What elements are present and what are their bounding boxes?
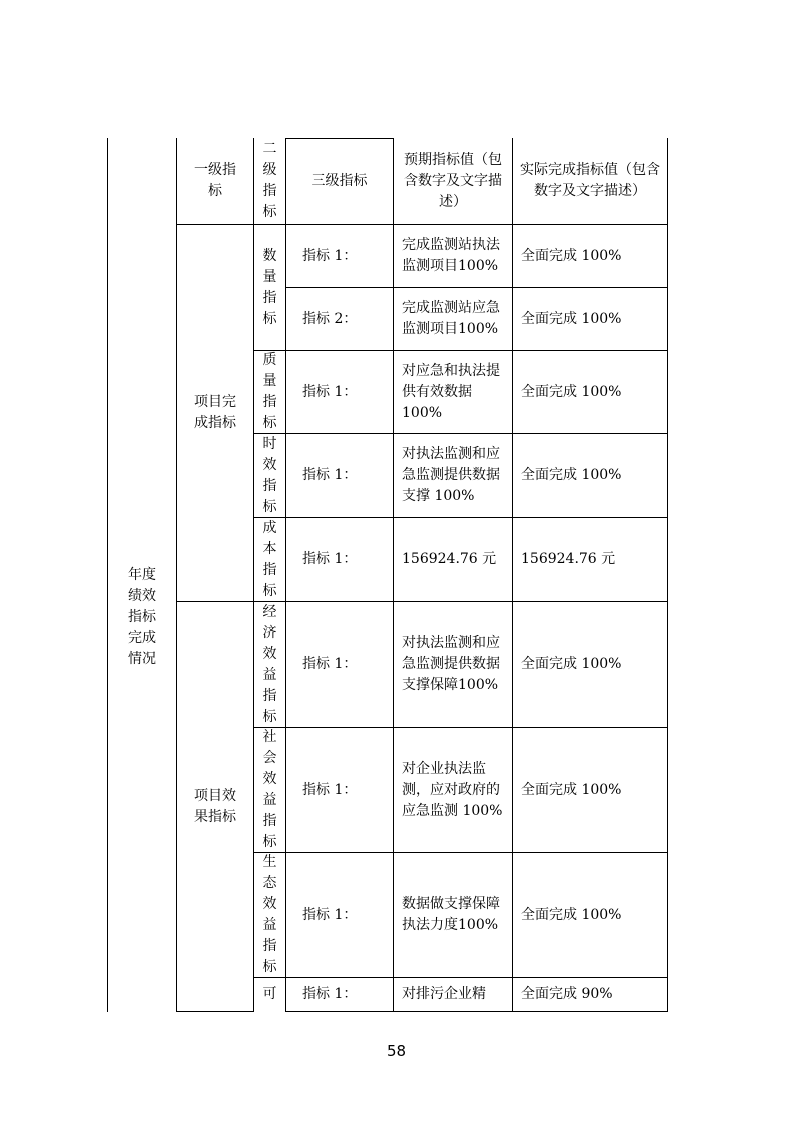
actual-cell bbox=[513, 853, 667, 977]
subgroup-label: 质量指标 bbox=[262, 352, 277, 431]
indicator-cell bbox=[286, 288, 393, 350]
indicator-label: 指标 1： bbox=[302, 247, 358, 264]
expected-cell bbox=[394, 978, 512, 1011]
side-label: 年度绩效指标完成情况 bbox=[128, 567, 156, 667]
header-level2: 二级指标 bbox=[262, 141, 277, 220]
actual-value: 全面完成 100% bbox=[521, 906, 622, 923]
expected-value: 完成监测站执法监测项目100% bbox=[402, 237, 500, 274]
grid-hline bbox=[176, 1011, 253, 1012]
subgroup-label: 可 bbox=[262, 986, 277, 1002]
expected-cell bbox=[394, 728, 512, 852]
indicator-label: 指标 1： bbox=[302, 906, 358, 923]
group-cell bbox=[177, 602, 253, 1011]
actual-value: 156924.76 元 bbox=[521, 551, 616, 567]
expected-value: 156924.76 元 bbox=[402, 551, 497, 567]
subgroup-label: 社会效益指标 bbox=[262, 729, 277, 850]
header-expected: 预期指标值（包含数字及文字描述） bbox=[404, 151, 502, 210]
expected-cell bbox=[394, 602, 512, 727]
header-level3: 三级指标 bbox=[311, 173, 368, 189]
indicator-cell bbox=[286, 351, 393, 433]
actual-cell bbox=[513, 728, 667, 852]
expected-cell bbox=[394, 225, 512, 287]
indicator-cell bbox=[286, 225, 393, 287]
expected-value: 对执法监测和应急监测提供数据支撑 100% bbox=[402, 446, 500, 504]
side-label-cell bbox=[108, 224, 176, 1011]
expected-value: 对排污企业精 bbox=[402, 986, 486, 1002]
indicator-label: 指标 1： bbox=[302, 383, 358, 400]
subgroup-cell bbox=[254, 853, 285, 977]
header-expected-cell bbox=[394, 138, 512, 224]
group-label: 项目效果指标 bbox=[194, 787, 236, 825]
indicator-cell bbox=[286, 518, 393, 601]
subgroup-cell bbox=[254, 518, 285, 601]
subgroup-cell bbox=[254, 978, 285, 1011]
expected-cell bbox=[394, 434, 512, 517]
subgroup-cell bbox=[254, 602, 285, 727]
grid-hline bbox=[285, 1011, 667, 1012]
subgroup-label: 经济效益指标 bbox=[262, 603, 277, 725]
indicator-cell bbox=[286, 853, 393, 977]
subgroup-cell bbox=[254, 728, 285, 852]
indicator-label: 指标 1： bbox=[302, 781, 358, 798]
actual-cell bbox=[513, 288, 667, 350]
indicator-cell bbox=[286, 728, 393, 852]
actual-cell bbox=[513, 602, 667, 727]
header-level1-cell bbox=[177, 138, 253, 224]
actual-value: 全面完成 90% bbox=[521, 986, 613, 1002]
actual-value: 全面完成 100% bbox=[521, 383, 622, 400]
subgroup-label: 数量指标 bbox=[262, 247, 277, 327]
actual-cell bbox=[513, 351, 667, 433]
expected-value: 对企业执法监测，应对政府的应急监测 100% bbox=[402, 760, 503, 819]
header-actual: 实际完成指标值（包含数字及文字描述） bbox=[520, 162, 660, 199]
indicator-label: 指标 1： bbox=[302, 467, 358, 483]
subgroup-label: 生态效益指标 bbox=[262, 854, 277, 975]
indicator-cell bbox=[286, 602, 393, 727]
header-actual-cell bbox=[513, 138, 667, 224]
indicator-cell bbox=[286, 978, 393, 1011]
actual-value: 全面完成 100% bbox=[521, 781, 622, 798]
subgroup-label: 成本指标 bbox=[262, 519, 277, 599]
expected-value: 完成监测站应急监测项目100% bbox=[402, 300, 500, 337]
actual-cell bbox=[513, 225, 667, 287]
group-cell bbox=[177, 225, 253, 601]
actual-cell bbox=[513, 434, 667, 517]
indicator-label: 指标 1： bbox=[302, 656, 358, 672]
actual-cell bbox=[513, 518, 667, 601]
indicator-label: 指标 1： bbox=[302, 986, 358, 1002]
expected-value: 数据做支撑保障执法力度100% bbox=[402, 896, 500, 933]
subgroup-cell bbox=[254, 225, 285, 350]
actual-cell bbox=[513, 978, 667, 1011]
actual-value: 全面完成 100% bbox=[521, 310, 622, 327]
expected-cell bbox=[394, 853, 512, 977]
header-level2-cell bbox=[254, 138, 285, 224]
subgroup-label: 时效指标 bbox=[262, 435, 277, 515]
header-level3-cell bbox=[286, 139, 393, 224]
indicator-label: 指标 1： bbox=[302, 551, 358, 567]
actual-value: 全面完成 100% bbox=[521, 467, 622, 483]
expected-cell bbox=[394, 288, 512, 350]
subgroup-cell bbox=[254, 351, 285, 433]
indicator-cell bbox=[286, 434, 393, 517]
subgroup-cell bbox=[254, 434, 285, 517]
actual-value: 全面完成 100% bbox=[521, 656, 622, 672]
group-label: 项目完成指标 bbox=[194, 394, 236, 431]
expected-value: 对执法监测和应急监测提供数据支撑保障100% bbox=[402, 635, 500, 693]
actual-value: 全面完成 100% bbox=[521, 247, 622, 264]
expected-value: 对应急和执法提供有效数据100% bbox=[402, 362, 500, 421]
indicator-label: 指标 2： bbox=[302, 310, 358, 327]
grid-vline bbox=[667, 138, 668, 1012]
expected-cell bbox=[394, 351, 512, 433]
header-level1: 一级指标 bbox=[194, 162, 236, 199]
expected-cell bbox=[394, 518, 512, 601]
page-number: 58 bbox=[386, 1042, 407, 1060]
